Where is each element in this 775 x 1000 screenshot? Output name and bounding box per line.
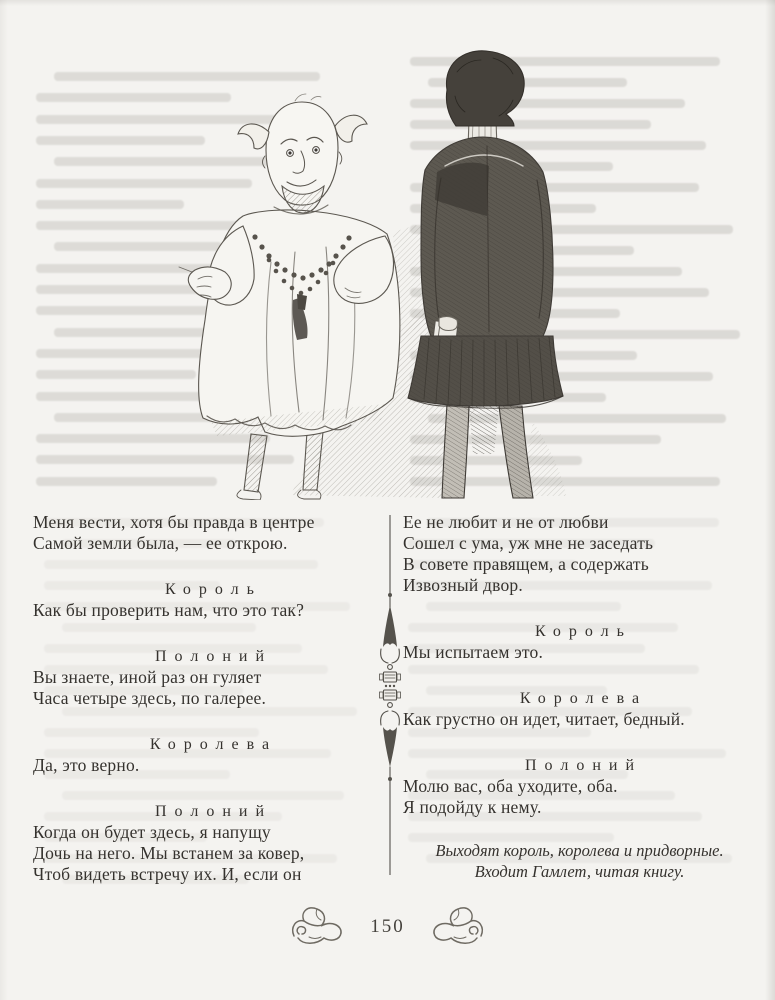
verse-line: Да, это верно. <box>33 755 140 775</box>
stage-direction-line: Выходят король, королева и придворные. <box>435 841 724 860</box>
page-number: 150 <box>370 916 405 937</box>
scan-edge-left <box>0 0 8 1000</box>
scan-edge-right <box>765 0 775 1000</box>
verse-line: Дочь на него. Мы встанем за ковер, <box>33 843 305 863</box>
speaker-heading: Полоний <box>524 757 642 774</box>
verse-line: Часа четыре здесь, по галерее. <box>33 688 267 708</box>
verse-line: Самой земли была, — ее открою. <box>33 533 288 553</box>
verse-line: Я подойду к нему. <box>403 797 542 817</box>
speaker-heading: Король <box>535 623 632 640</box>
page-footer <box>0 896 775 956</box>
speaker-heading: Королева <box>149 736 278 753</box>
verse-line: Когда он будет здесь, я напущу <box>33 822 271 842</box>
verse-line: Вы знаете, иной раз он гуляет <box>33 667 262 687</box>
verse-line: Мы испытаем это. <box>403 642 544 662</box>
verse-line: Меня вести, хотя бы правда в центре <box>33 512 315 532</box>
engraving-illustration <box>95 20 615 500</box>
speaker-heading: Полоний <box>154 803 272 820</box>
verse-line: Молю вас, оба уходите, оба. <box>403 776 618 796</box>
stage-direction-line: Входит Гамлет, читая книгу. <box>474 862 685 881</box>
verse-line: Извозный двор. <box>403 575 523 595</box>
verse-line: Чтоб видеть встречу их. И, если он <box>33 864 302 884</box>
speaker-heading: Полоний <box>154 648 272 665</box>
verse-line: Как грустно он идет, читает, бедный. <box>403 709 685 729</box>
verse-line: Сошел с ума, уж мне не заседать <box>403 533 654 553</box>
leaf-flourish-mirrored-icon <box>430 901 488 945</box>
verse-line: Как бы проверить нам, что это так? <box>33 600 305 620</box>
left-text-column <box>33 512 386 885</box>
scan-edge-top <box>0 0 775 6</box>
verse-line: В совете правящем, а содержать <box>403 554 649 574</box>
speaker-heading: Король <box>165 581 262 598</box>
stage-direction <box>403 840 756 882</box>
speaker-heading: Королева <box>519 690 648 707</box>
right-text-column <box>403 512 756 882</box>
verse-line: Ее не любит и не от любви <box>403 512 609 532</box>
